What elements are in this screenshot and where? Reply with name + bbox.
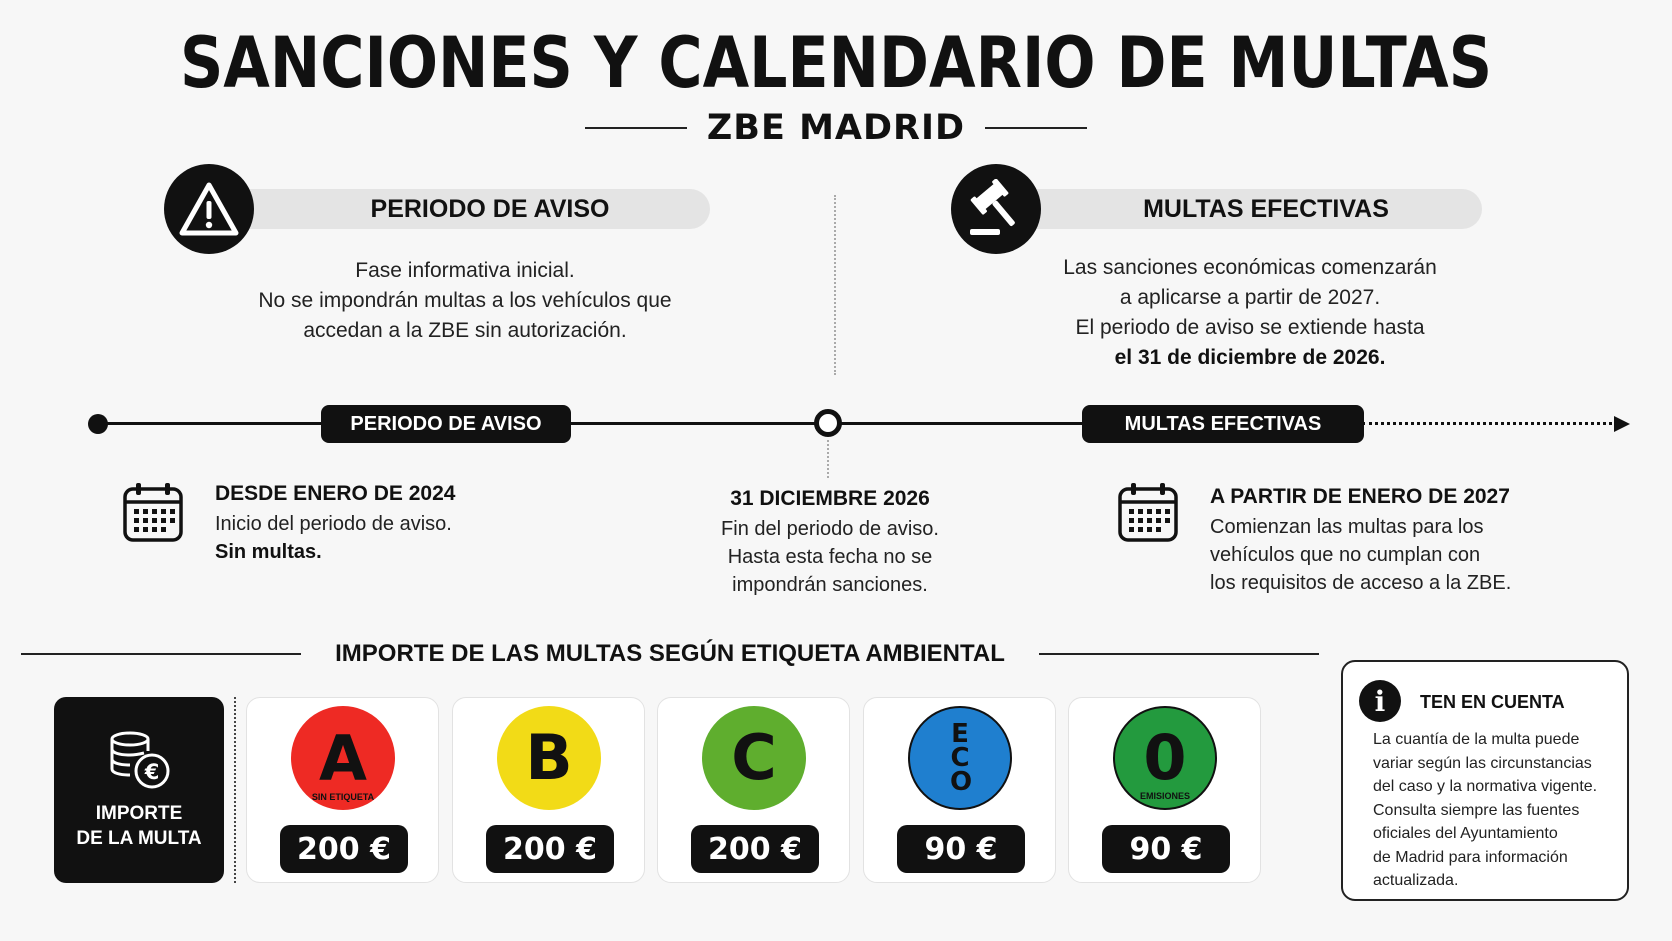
timeline-line <box>98 422 1093 425</box>
fines-section-title: IMPORTE DE LAS MULTAS SEGÚN ETIQUETA AMBIENTAL <box>335 640 1005 667</box>
label-card-b <box>452 697 645 883</box>
timeline-fines-pill: MULTAS EFECTIVAS <box>1082 405 1364 443</box>
note-line: del caso y la normativa vigente. <box>1373 778 1598 795</box>
subtitle-rule-right <box>985 127 1087 129</box>
event-start <box>215 482 535 566</box>
label-badge-a <box>291 706 395 810</box>
label-card-eco <box>863 697 1056 883</box>
fines-phase-description <box>1030 253 1470 373</box>
page-subtitle: ZBE MADRID <box>706 108 966 148</box>
fines-desc-line: Las sanciones económicas comenzarán <box>1063 256 1437 279</box>
coins-euro-icon <box>106 729 172 791</box>
fines-desc-prefix: el <box>1114 346 1133 369</box>
warning-desc-line: accedan a la ZBE sin autorización. <box>303 319 627 342</box>
import-card <box>54 697 224 883</box>
fines-phase-header <box>1010 189 1482 229</box>
fines-desc-line: El periodo de aviso se extiende hasta <box>1075 316 1425 339</box>
label-letter: 0 <box>1143 721 1187 794</box>
timeline-future-dotted-line <box>1362 422 1618 425</box>
svg-text:€: € <box>144 760 160 784</box>
note-box <box>1341 660 1629 901</box>
label-price: 90 € <box>897 825 1025 873</box>
label-caption: SIN ETIQUETA <box>311 792 375 802</box>
fines-desc-date: 31 de diciembre de 2026. <box>1137 346 1386 369</box>
event-milestone-text: impondrán sanciones. <box>732 574 928 596</box>
subtitle-rule-left <box>585 127 687 129</box>
gavel-icon <box>951 164 1041 254</box>
warning-phase-description <box>230 256 700 346</box>
subtitle-row <box>0 108 1672 148</box>
note-text <box>1373 728 1623 893</box>
note-title: TEN EN CUENTA <box>1420 692 1565 712</box>
label-price: 200 € <box>486 825 614 873</box>
calendar-icon <box>1116 480 1180 544</box>
label-caption: EMISIONES <box>1139 791 1190 801</box>
milestone-connector <box>827 440 829 478</box>
event-milestone <box>640 487 1020 599</box>
label-letter: ECO <box>950 719 973 797</box>
event-start-text: Inicio del periodo de aviso. <box>215 513 452 535</box>
label-letter: B <box>525 721 573 794</box>
timeline-arrow-icon <box>1612 414 1632 434</box>
event-start-title: DESDE ENERO DE 2024 <box>215 482 456 505</box>
timeline-milestone-dot <box>814 409 842 437</box>
note-line: de Madrid para información <box>1373 848 1568 866</box>
import-label-line: IMPORTE <box>95 803 183 824</box>
label-badge-b <box>497 706 601 810</box>
fines-desc-end-date <box>1030 343 1470 373</box>
calendar-icon <box>121 480 185 544</box>
phase-divider <box>834 195 836 375</box>
fines-phase-title: MULTAS EFECTIVAS <box>1143 194 1389 223</box>
warning-triangle-icon <box>164 164 254 254</box>
label-card-zero <box>1068 697 1261 883</box>
note-line: actualizada. <box>1373 872 1459 889</box>
label-price: 200 € <box>280 825 408 873</box>
timeline-warning-pill: PERIODO DE AVISO <box>321 405 571 443</box>
label-price: 90 € <box>1102 825 1230 873</box>
note-line: oficiales del Ayuntamiento <box>1373 825 1558 842</box>
import-divider <box>234 697 236 883</box>
label-letter: C <box>731 721 777 794</box>
event-milestone-text: Hasta esta fecha no se <box>727 546 933 568</box>
warning-desc-line: Fase informativa inicial. <box>355 259 575 282</box>
warning-phase-header <box>230 189 710 229</box>
event-fines-start-text: Comienzan las multas para los <box>1210 516 1484 538</box>
label-price: 200 € <box>691 825 819 873</box>
event-milestone-text: Fin del periodo de aviso. <box>721 518 939 540</box>
note-line: variar según las circunstancias <box>1373 754 1592 772</box>
event-fines-start-title: A PARTIR DE ENERO DE 2027 <box>1210 485 1510 508</box>
event-start-text: Sin multas. <box>215 541 322 563</box>
event-fines-start-text: vehículos que no cumplan con <box>1210 544 1481 566</box>
event-fines-start <box>1210 485 1610 597</box>
label-card-c <box>657 697 850 883</box>
note-line: Consulta siempre las fuentes <box>1373 801 1580 819</box>
label-badge-eco <box>908 706 1012 810</box>
import-label <box>76 801 201 851</box>
label-letter: A <box>319 722 367 795</box>
page-title: SANCIONES Y CALENDARIO DE MULTAS <box>179 22 1493 104</box>
event-fines-start-text: los requisitos de acceso a la ZBE. <box>1210 572 1512 594</box>
note-line: La cuantía de la multa puede <box>1373 731 1580 748</box>
fines-desc-line: a aplicarse a partir de 2027. <box>1119 286 1381 309</box>
label-badge-zero <box>1113 706 1217 810</box>
label-card-a <box>246 697 439 883</box>
label-badge-c <box>702 706 806 810</box>
info-icon: i <box>1359 680 1401 722</box>
section-rule-left <box>21 653 301 655</box>
section-rule-right <box>1039 653 1319 655</box>
timeline-start-dot <box>88 414 108 434</box>
import-label-line: DE LA MULTA <box>76 828 202 849</box>
fines-section-header <box>0 640 1340 668</box>
warning-phase-title: PERIODO DE AVISO <box>370 194 610 223</box>
event-milestone-title: 31 DICIEMBRE 2026 <box>730 487 930 510</box>
warning-desc-line: No se impondrán multas a los vehículos que <box>258 289 672 312</box>
